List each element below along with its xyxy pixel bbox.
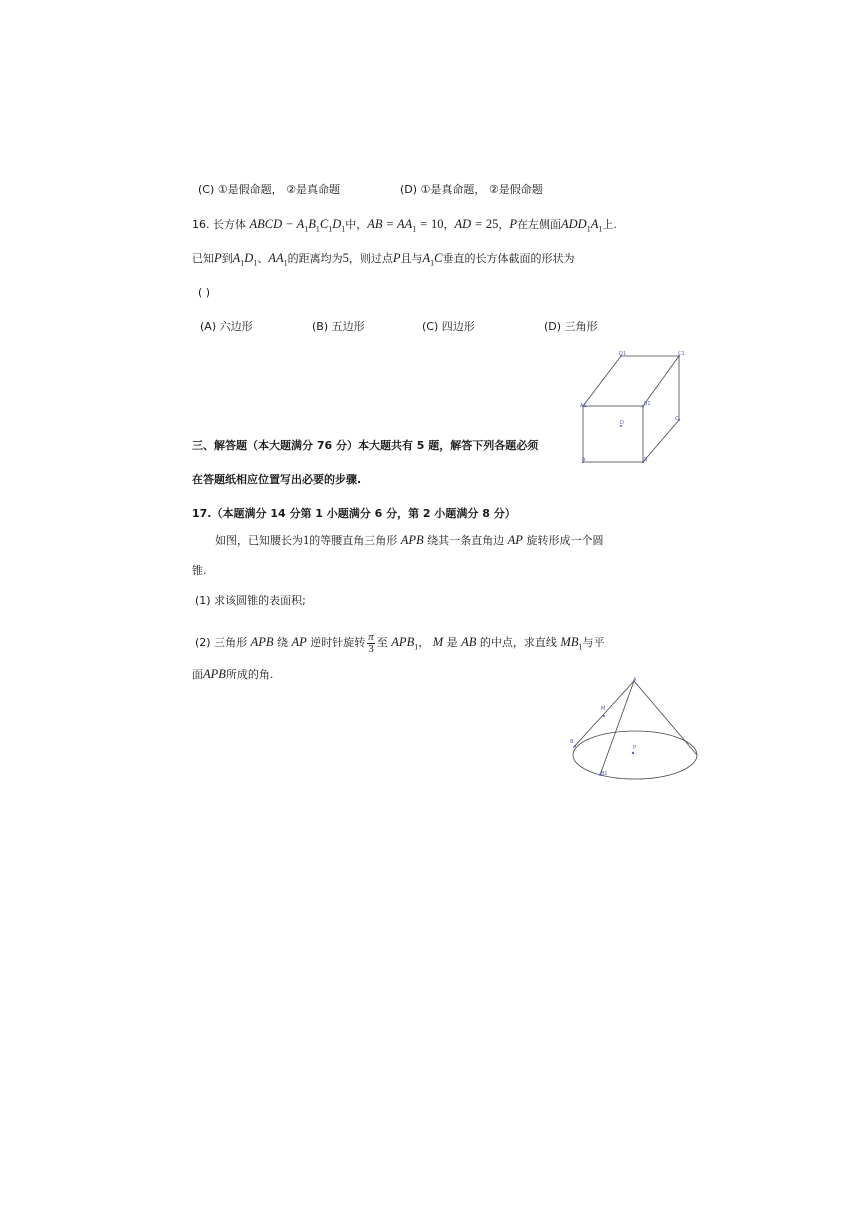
cuboid-label-a1: A1: [580, 403, 587, 409]
cone-slant-right: [634, 681, 697, 755]
cone-label-a: A: [633, 677, 637, 683]
q16-option-c: (C) 四边形: [422, 320, 475, 333]
cuboid-label-a: A: [582, 457, 586, 463]
cone-label-b1: B1: [601, 771, 608, 777]
cuboid-label-c1: C1: [678, 351, 685, 357]
cone-figure: [565, 675, 705, 785]
q16-line-1: 16. 长方体 ABCD − $A_1B_1C_1D_1$中，AB = $AA_1 = 10$，AD = 25，P在左侧面$ADD_1A_1$上.: [192, 217, 617, 234]
q17-part-1: (1) 求该圆锥的表面积;: [195, 594, 306, 607]
cone-label-b: B: [570, 739, 574, 745]
cone-label-m: M: [601, 706, 606, 712]
cuboid-label-b1: B1: [644, 401, 651, 407]
q16-option-b: (B) 五边形: [312, 320, 365, 333]
q16-answer-bracket: ( ): [198, 286, 211, 299]
q17-title: 17.（本题满分 14 分第 1 小题满分 6 分，第 2 小题满分 8 分）: [192, 507, 516, 520]
q17-paragraph-1: 如图，已知腰长为1的等腰直角三角形 APB 绕其一条直角边 AP 旋转形成一个圆: [215, 533, 604, 547]
section-3-heading: 三、解答题（本大题满分 76 分）本大题共有 5 题，解答下列各题必须: [192, 439, 539, 452]
section-3-instruction: 在答题纸相应位置写出必要的步骤.: [192, 473, 362, 486]
q16-line-2: 已知P到$A_1D_1$、$AA_1$的距离均为5，则过点P且与$A_1C$垂直的长方体截面的形状为: [192, 251, 575, 268]
cuboid-back-top: [583, 356, 679, 462]
cone-segment-ab1: [600, 681, 637, 775]
cone-slant-left: [573, 681, 634, 748]
cone-label-p: P: [633, 745, 637, 751]
fraction-pi-over-3: $\frac{\pi}{3}$: [368, 630, 374, 655]
q16-option-d: (D) 三角形: [544, 320, 598, 333]
q15-option-d: (D) ①是真命题， ②是假命题: [400, 183, 543, 196]
cuboid-label-d: D: [620, 420, 624, 426]
cuboid-label-d1: D1: [619, 351, 627, 357]
q17-paragraph-1-end: 锥.: [192, 564, 207, 577]
cuboid-front-face: [583, 406, 643, 462]
q15-option-c: (C) ①是假命题， ②是真命题: [198, 183, 340, 196]
cone-base: [573, 731, 697, 779]
q17-part-2-end: 面APB所成的角.: [192, 667, 274, 681]
cuboid-label-b: B: [644, 457, 648, 463]
q17-part-2: (2) 三角形 APB 绕 AP 逆时针旋转 $\frac{\pi}{3}$ 至 $APB_1$， M 是 AB 的中点，求直线 $MB_1$与平: [195, 630, 605, 655]
cuboid-edge-top-right: [643, 356, 679, 406]
cuboid-figure: [575, 350, 690, 468]
cuboid-label-c: C: [675, 416, 679, 422]
q16-option-a: (A) 六边形: [200, 320, 253, 333]
